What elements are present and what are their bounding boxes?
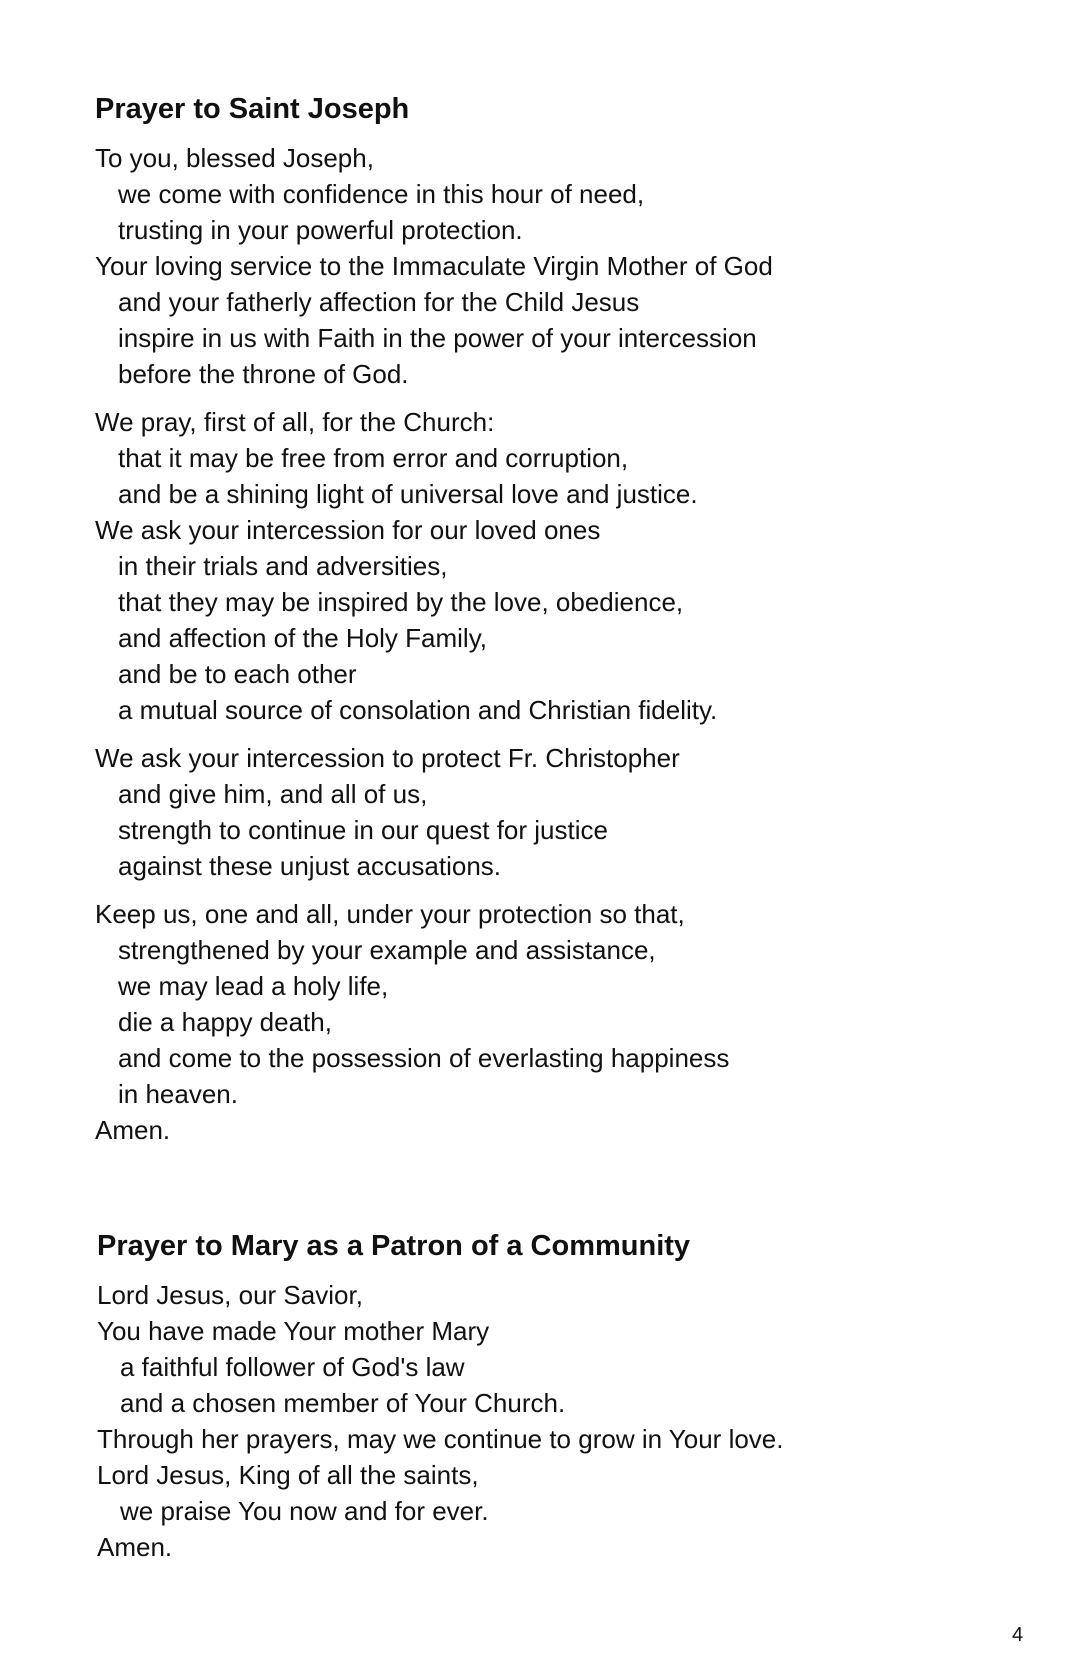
prayer-line: strengthened by your example and assistance, <box>118 935 656 965</box>
prayer-line: and your fatherly affection for the Child Jesus <box>118 287 640 317</box>
prayer-line: a mutual source of consolation and Christian fidelity. <box>118 695 718 725</box>
prayer-line: trusting in your powerful protection. <box>118 215 523 245</box>
stanza <box>95 896 995 1148</box>
prayer-line: Your loving service to the Immaculate Virgin Mother of God <box>95 251 773 281</box>
prayer-to-mary <box>97 1227 997 1577</box>
prayer-line: and a chosen member of Your Church. <box>120 1388 566 1418</box>
prayer-line: that it may be free from error and corruption, <box>118 443 629 473</box>
prayer-line: we come with confidence in this hour of need, <box>118 179 645 209</box>
prayer-line: we may lead a holy life, <box>118 971 389 1001</box>
prayer-line: Through her prayers, may we continue to grow in Your love. <box>97 1424 784 1454</box>
stanza <box>97 1277 997 1565</box>
prayer-line: We pray, first of all, for the Church: <box>95 407 495 437</box>
prayer-line: that they may be inspired by the love, obedience, <box>118 587 684 617</box>
prayer-line: strength to continue in our quest for justice <box>118 815 608 845</box>
prayer-line: Amen. <box>97 1532 173 1562</box>
prayer-line: Amen. <box>95 1115 171 1145</box>
prayer-line: and be to each other <box>118 659 357 689</box>
prayer-line: in their trials and adversities, <box>118 551 448 581</box>
prayer-line: a faithful follower of God's law <box>120 1352 465 1382</box>
prayer-line: Lord Jesus, our Savior, <box>97 1280 363 1310</box>
prayer-line: To you, blessed Joseph, <box>95 143 374 173</box>
prayer-line: and come to the possession of everlasting happiness <box>118 1043 730 1073</box>
prayer-saint-joseph <box>95 90 995 1160</box>
prayer-line: die a happy death, <box>118 1007 332 1037</box>
prayer-line: in heaven. <box>118 1079 238 1109</box>
prayer-line: we praise You now and for ever. <box>120 1496 489 1526</box>
section-title: Prayer to Saint Joseph <box>95 93 410 125</box>
prayer-line: inspire in us with Faith in the power of your intercession <box>118 323 757 353</box>
page-number: 4 <box>1012 1624 1024 1646</box>
prayer-line: We ask your intercession for our loved ones <box>95 515 601 545</box>
stanza <box>95 404 995 728</box>
prayer-line: before the throne of God. <box>118 359 409 389</box>
prayer-line: and give him, and all of us, <box>118 779 428 809</box>
prayer-line: and affection of the Holy Family, <box>118 623 488 653</box>
prayer-line: Lord Jesus, King of all the saints, <box>97 1460 479 1490</box>
stanza <box>95 740 995 884</box>
prayer-line: and be a shining light of universal love and justice. <box>118 479 698 509</box>
prayer-line: against these unjust accusations. <box>118 851 502 881</box>
prayer-line: Keep us, one and all, under your protection so that, <box>95 899 685 929</box>
prayer-line: We ask your intercession to protect Fr. Christopher <box>95 743 680 773</box>
stanza <box>95 140 995 392</box>
section-title: Prayer to Mary as a Patron of a Community <box>97 1230 691 1262</box>
prayer-line: You have made Your mother Mary <box>97 1316 490 1346</box>
